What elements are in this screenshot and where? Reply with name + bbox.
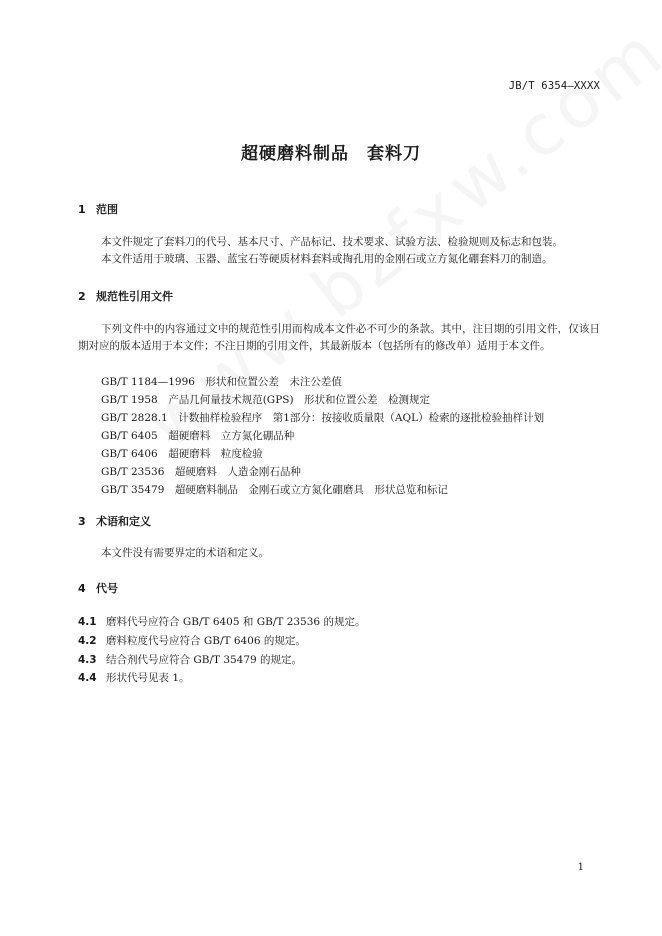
reference-item: GB/T 23536 超硬磨料 人造金刚石品种 — [101, 466, 301, 478]
paragraph: 本文件没有需要界定的术语和定义。 — [101, 547, 269, 559]
section-3-heading — [78, 513, 151, 529]
reference-item: GB/T 6405 超硬磨料 立方氮化硼品种 — [101, 430, 295, 442]
section-2-heading — [78, 288, 173, 304]
reference-list — [101, 373, 544, 499]
reference-item: GB/T 2828.1 计数抽样检验程序 第1部分：按接收质量限（AQL）检索的逐批检验抽样计划 — [101, 412, 545, 424]
document-code: JB/T 6354—XXXX — [508, 80, 600, 92]
subclause-4-1 — [78, 614, 365, 629]
section-4-heading — [78, 580, 118, 596]
paragraph: 本文件适用于玻璃、玉器、蓝宝石等硬质材料套料或掏孔用的金刚石或立方氮化硼套料刀的制造。 — [101, 253, 553, 265]
reference-item: GB/T 6406 超硬磨料 粒度检验 — [101, 448, 263, 460]
section-number: 2 — [78, 290, 86, 303]
section-title: 规范性引用文件 — [96, 290, 173, 303]
subclause-text: 磨料粒度代号应符合 GB/T 6406 的规定。 — [106, 635, 306, 647]
section-number: 4 — [78, 582, 86, 595]
subclause-number: 4.4 — [78, 672, 97, 684]
subclause-text: 结合剂代号应符合 GB/T 35479 的规定。 — [106, 654, 303, 666]
section-number: 1 — [78, 203, 86, 216]
section-title: 范围 — [96, 203, 118, 216]
subclause-text: 形状代号见表 1。 — [106, 672, 190, 684]
paragraph: 下列文件中的内容通过文中的规范性引用而构成本文件必不可少的条款。其中，注日期的引用文件，仅该日期对应的版本适用于本文件；不注日期的引用文件，其最新版本（包括所有的修改单）适用于本文件。 — [78, 323, 600, 352]
section-title: 代号 — [96, 582, 118, 595]
subclause-text: 磨料代号应符合 GB/T 6405 和 GB/T 23536 的规定。 — [106, 616, 366, 628]
reference-item: GB/T 1958 产品几何量技术规范(GPS) 形状和位置公差 检测规定 — [101, 394, 431, 406]
subclause-4-3 — [78, 652, 302, 667]
section-title: 术语和定义 — [96, 515, 151, 528]
subclause-number: 4.1 — [78, 616, 97, 628]
subclause-number: 4.2 — [78, 635, 97, 647]
subclause-4-2 — [78, 633, 306, 648]
reference-item: GB/T 35479 超硬磨料制品 金刚石或立方氮化硼磨具 形状总览和标记 — [101, 484, 448, 496]
page-number: 1 — [577, 862, 584, 873]
section-number: 3 — [78, 515, 86, 528]
paragraph: 本文件规定了套料刀的代号、基本尺寸、产品标记、技术要求、试验方法、检验规则及标志和包装。 — [101, 236, 563, 248]
reference-item: GB/T 1184—1996 形状和位置公差 未注公差值 — [101, 376, 342, 388]
subclause-number: 4.3 — [78, 654, 97, 666]
subclause-4-4 — [78, 670, 190, 685]
section-1-heading — [78, 201, 118, 217]
document-title: 超硬磨料制品 套料刀 — [241, 144, 421, 164]
